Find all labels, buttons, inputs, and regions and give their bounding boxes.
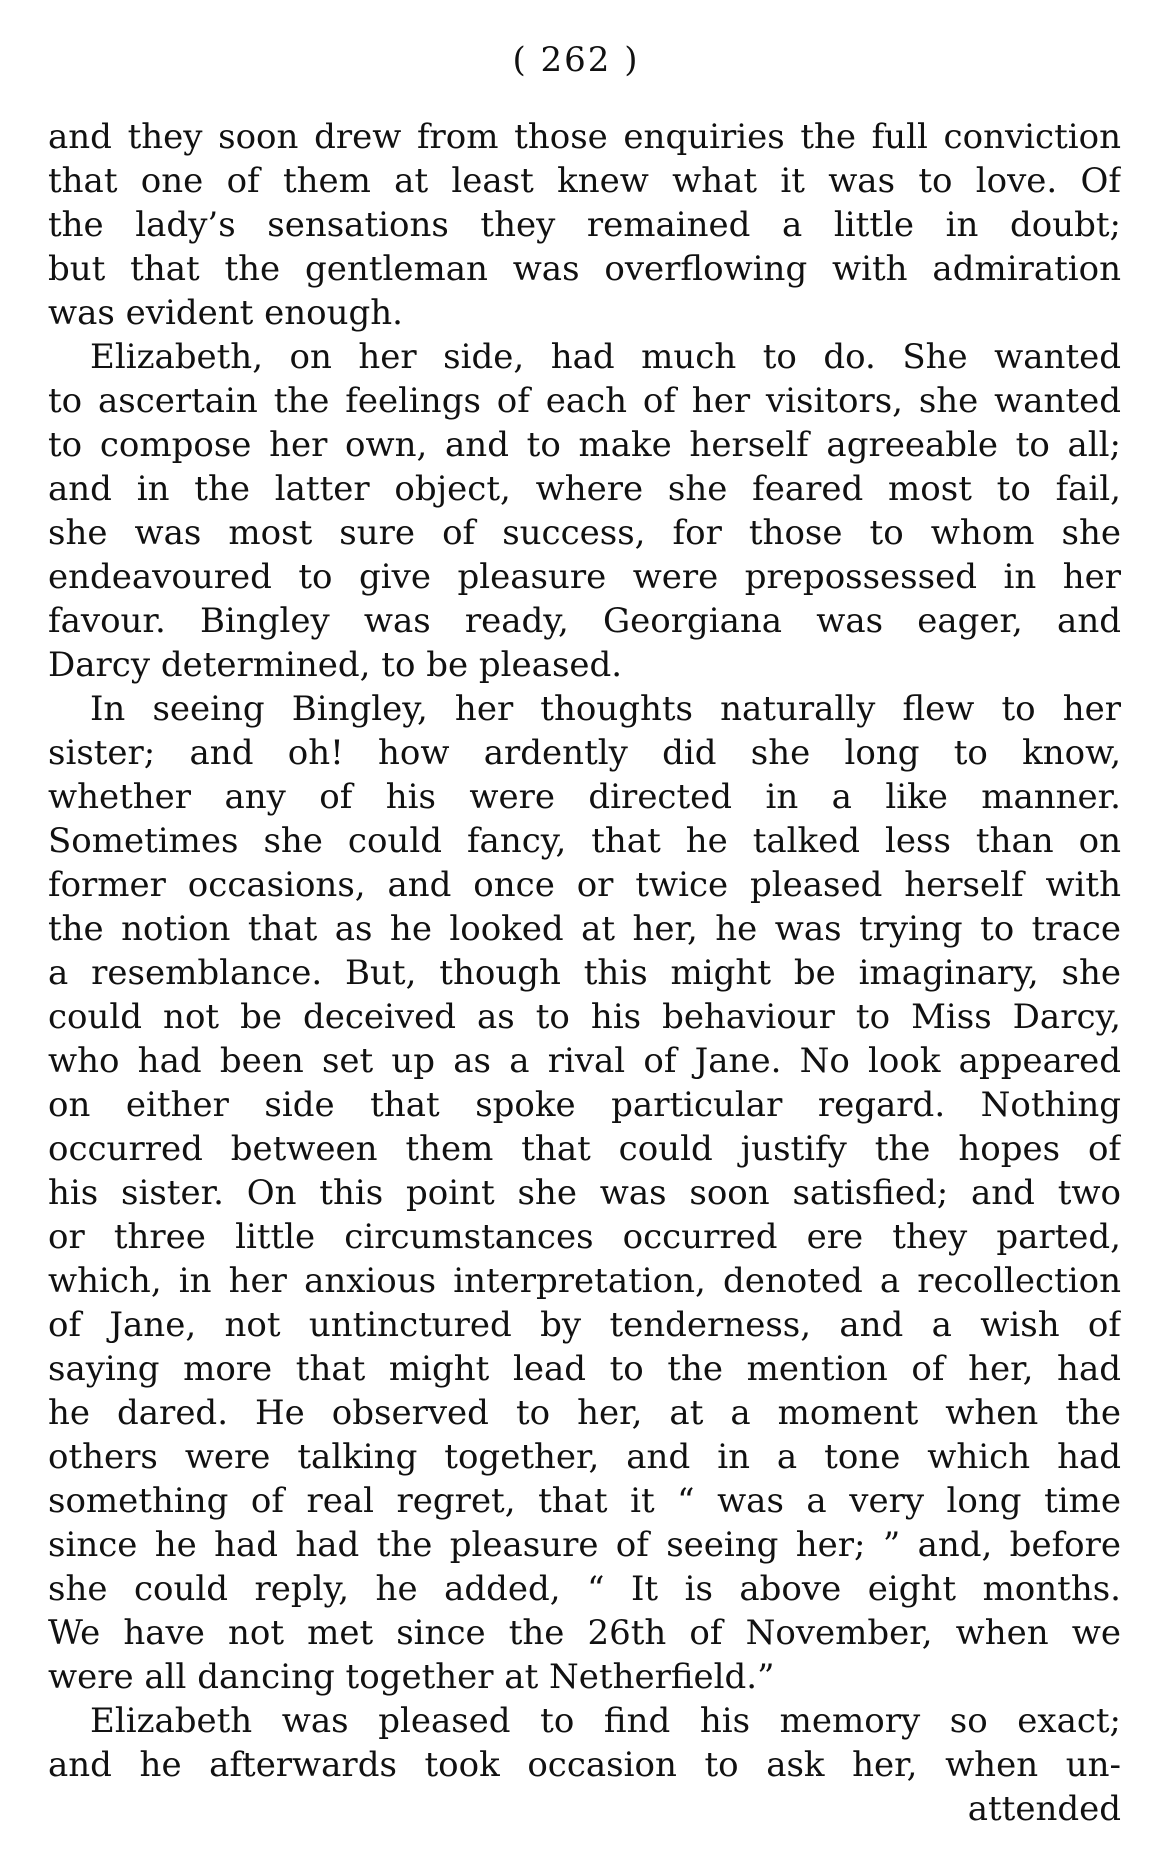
text-line: something of real regret, that it “ was a very long time	[48, 1481, 1121, 1521]
text-line: and in the latter object, where she feared most to fail,	[48, 469, 1121, 509]
text-line: which, in her anxious interpretation, denoted a recollection	[48, 1261, 1121, 1301]
text-line: endeavoured to give pleasure were prepossessed in her	[48, 557, 1121, 597]
page-number: ( 262 )	[512, 40, 640, 80]
text-line: a resemblance. But, though this might be imaginary, she	[48, 953, 1121, 993]
text-line: Elizabeth, on her side, had much to do. She wanted	[90, 337, 1121, 377]
text-line: was evident enough.	[48, 293, 403, 333]
text-line: she could reply, he added, “ It is above eight months.	[48, 1569, 1121, 1609]
text-line: Darcy determined, to be pleased.	[48, 645, 623, 685]
text-line: or three little circumstances occurred ere they parted,	[48, 1217, 1121, 1257]
text-line: We have not met since the 26th of November, when we	[48, 1613, 1121, 1653]
text-line: on either side that spoke particular regard. Nothing	[48, 1085, 1121, 1125]
text-line: favour. Bingley was ready, Georgiana was eager, and	[48, 601, 1121, 641]
text-line: she was most sure of success, for those to whom she	[48, 513, 1121, 553]
text-line: he dared. He observed to her, at a moment when the	[48, 1393, 1121, 1433]
text-line: Elizabeth was pleased to find his memory so exact;	[90, 1701, 1121, 1741]
text-line: to ascertain the feelings of each of her visitors, she wanted	[48, 381, 1121, 421]
catchword: attended	[967, 1789, 1121, 1829]
text-line: saying more that might lead to the mention of her, had	[48, 1349, 1121, 1389]
text-line: were all dancing together at Netherfield.”	[48, 1657, 775, 1697]
text-line: and they soon drew from those enquiries the full conviction	[48, 117, 1121, 157]
text-line: others were talking together, and in a tone which had	[48, 1437, 1121, 1477]
text-line: occurred between them that could justify the hopes of	[48, 1129, 1121, 1169]
body-text	[48, 115, 1121, 1831]
text-line: to compose her own, and to make herself agreeable to all;	[48, 425, 1121, 465]
text-line: his sister. On this point she was soon satisfied; and two	[48, 1173, 1121, 1213]
text-line: former occasions, and once or twice pleased herself with	[48, 865, 1121, 905]
text-line: since he had had the pleasure of seeing her; ” and, before	[48, 1525, 1121, 1565]
text-line: that one of them at least knew what it was to love. Of	[48, 161, 1121, 201]
text-line: could not be deceived as to his behaviour to Miss Darcy,	[48, 997, 1121, 1037]
text-line: sister; and oh! how ardently did she long to know,	[48, 733, 1121, 773]
text-line: but that the gentleman was overflowing with admiration	[48, 249, 1121, 289]
text-line: of Jane, not untinctured by tenderness, and a wish of	[48, 1305, 1121, 1345]
text-line: who had been set up as a rival of Jane. No look appeared	[48, 1041, 1121, 1081]
text-line: whether any of his were directed in a like manner.	[48, 777, 1121, 817]
text-line: Sometimes she could fancy, that he talked less than on	[48, 821, 1121, 861]
text-line: the notion that as he looked at her, he was trying to trace	[48, 909, 1121, 949]
text-line: the lady’s sensations they remained a little in doubt;	[48, 205, 1121, 245]
text-line: In seeing Bingley, her thoughts naturally flew to her	[90, 689, 1121, 729]
text-line: and he afterwards took occasion to ask her, when un-	[48, 1745, 1121, 1785]
